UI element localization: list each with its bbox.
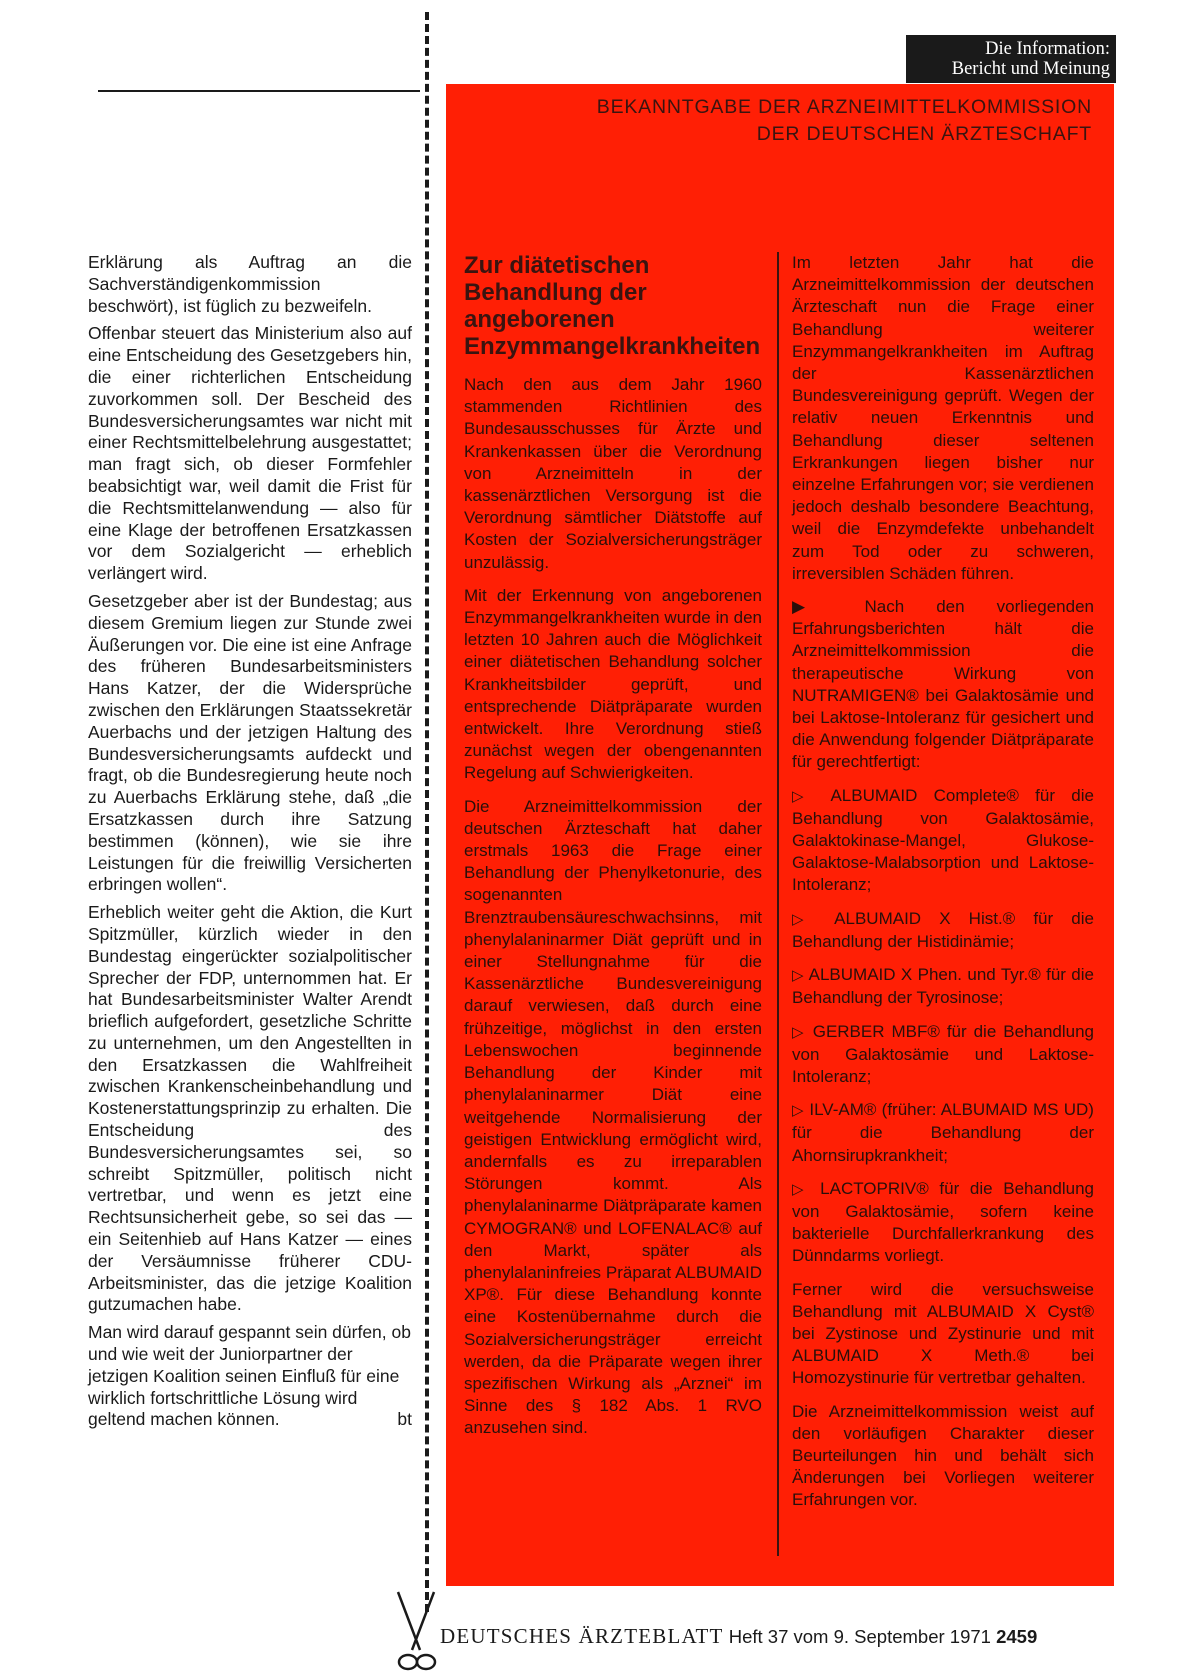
issue-info: Heft 37 vom 9. September 1971 <box>728 1626 991 1647</box>
preparation-item <box>792 785 1094 897</box>
announcement-paragraph: Mit der Erkennung von angeborenen Enzymmangelkrankheiten wurde in den letzten 10 Jahren auch die Möglichkeit einer diätetischen Behandlung solcher Krankheitsbilder geprüft, und entsprechende Diätpräparate wurden entwickelt. Ihre Verordnung stieß zunächst wegen der obengenannten Regelung auf Schwierigkeiten. <box>464 585 762 783</box>
announcement-header-line1: BEKANNTGABE DER ARZNEIMITTELKOMMISSION <box>596 96 1092 118</box>
left-paragraph: Gesetzgeber aber ist der Bundestag; aus diesem Gremium liegen zur Stunde zwei Äußerungen vor. Die eine ist eine Anfrage des früheren Bundesarbeitsministers Hans Katzer, der die Widersprüche zwischen den Erklärungen Staatssekretär Auerbachs und der jetzigen Haltung des Bundesversicherungsamts aufdeckt und fragt, ob die Bundesregierung heute noch zu Auerbachs Erklärung stehe, daß „die Ersatzkassen durch ihre Satzung bestimmen (können), wie sie ihre Leistungen für die freiwillig Versicherten erbringen wollen“. <box>88 590 412 895</box>
triangle-bullet-icon: ▷ <box>792 787 816 805</box>
column-divider <box>777 252 779 1556</box>
preparation-item-text: LACTOPRIV® für die Behandlung von Galaktosämie, sofern keine bakterielle Durchfallerkrankung des Dünndarms vorliegt. <box>792 1178 1094 1266</box>
left-paragraph: Erklärung als Auftrag an die Sachverständigenkommission beschwört), ist füglich zu bezweifeln. <box>88 252 412 316</box>
announcement-lead-text: Nach den vorliegenden Erfahrungsberichten hält die Arzneimittelkommission die therapeutische Wirkung von NUTRAMIGEN® bei Galaktosämie und bei Laktose-Intoleranz für gesichert und die Anwendung folgender Diätpräparate für gerechtfertigt: <box>792 597 1094 772</box>
preparation-item <box>792 964 1094 1009</box>
preparation-item-text: ALBUMAID Complete® für die Behandlung von Galaktosämie, Galaktokinase-Mangel, Glukose-Galaktose-Malabsorption und Laktose-Intoleranz; <box>792 785 1094 895</box>
announcement-column-2 <box>792 252 1094 1523</box>
announcement-box <box>446 84 1114 1586</box>
announcement-header <box>597 94 1092 148</box>
preparation-item <box>792 908 1094 953</box>
announcement-paragraph: Nach den aus dem Jahr 1960 stammenden Richtlinien des Bundesausschusses für Ärzte und Krankenkassen über die Verordnung von Arzneimitteln in der kassenärztlichen Versorgung ist die Verordnung sämtlicher Diätstoffe auf Kosten der Sozialversicherungsträger unzulässig. <box>464 375 762 572</box>
announcement-paragraph: Die Arzneimittelkommission weist auf den vorläufigen Charakter dieser Beurteilungen hin und behält sich Änderungen bei Vorliegen weiterer Erfahrungen vor. <box>792 1401 1094 1510</box>
triangle-bullet-icon: ▷ <box>792 1023 806 1041</box>
preparation-item <box>792 1021 1094 1089</box>
left-article-column <box>88 252 412 1437</box>
page-number: 2459 <box>996 1626 1038 1647</box>
scissors-icon <box>390 1588 442 1674</box>
section-badge-line2: Bericht und Meinung <box>951 59 1110 79</box>
left-paragraph-final <box>88 1322 412 1431</box>
triangle-bullet-icon: ▷ <box>792 1102 805 1120</box>
left-paragraph: Offenbar steuert das Ministerium also auf eine Entscheidung des Gesetzgebers hin, die einer richterlichen Entscheidung zuvorkommen soll. Der Bescheid des Bundesversicherungsamtes war nicht mit einer Rechtsmittelbelehrung ausgestattet; man fragt sich, ob dieser Formfehler beabsichtigt war, weil damit die Frist für die Rechtsmittelanwendung — also für eine Klage der betroffenen Ersatzkassen vor dem Sozialgericht — erheblich verlängert wird. <box>88 323 412 584</box>
magazine-name: DEUTSCHES ÄRZTEBLATT <box>440 1624 724 1648</box>
section-badge <box>906 35 1116 83</box>
left-paragraph: Erheblich weiter geht die Aktion, die Kurt Spitzmüller, kürzlich wieder in den Bundestag eingerückter sozialpolitischer Sprecher der FDP, unternommen hat. Er hat Bundesarbeitsminister Walter Arendt brieflich aufgefordert, gesetzliche Schritte zu unternehmen, um den Angestellten in den Ersatzkassen die Wahlfreiheit zwischen Krankenscheinbehandlung und Kostenerstattungsprinzip zu erhalten. Die Entscheidung des Bundesversicherungsamtes sei, so schreibt Spitzmüller, politisch nicht vertretbar, und wenn es jetzt eine Rechtsunsicherheit gebe, so sei das — ein Seitenhieb auf Hans Katzer — eines der Versäumnisse früherer CDU-Arbeitsminister, das die jetzige Koalition gutzumachen habe. <box>88 902 412 1315</box>
announcement-paragraph: Die Arzneimittelkommission der deutschen Ärzteschaft hat daher erstmals 1963 die Frage einer Behandlung der Phenylketonurie, des sogenannten Brenztraubensäureschwachsinns, mit phenylalaninarmer Diät geprüft und in einer Stellungnahme für die Kassenärztliche Bundesvereinigung darauf verwiesen, daß durch eine frühzeitige, möglichst in den ersten Lebenswochen beginnende Behandlung der Kinder mit phenylalaninarmer Diät eine weitgehende Normalisierung der geistigen Entwicklung ermöglicht wird, andernfalls es zu irreparablen Störungen kommt. Als phenylalaninarme Diätpräparate kamen CYMOGRAN® und LOFENALAC® auf den Markt, später als phenylalaninfreies Präparat ALBUMAID XP®. Für diese Behandlung konnte eine Kostenübernahme durch die Sozialversicherungsträger erreicht werden, da die Präparate wegen ihrer spezifischen Wirkung als „Arznei“ im Sinne des § 182 Abs. 1 RVO anzusehen sind. <box>464 796 762 1438</box>
announcement-column-1 <box>464 252 762 1451</box>
triangle-bullet-icon: ▷ <box>792 967 805 985</box>
preparation-item <box>792 1099 1094 1167</box>
announcement-intro: Im letzten Jahr hat die Arzneimittelkommission der deutschen Ärzteschaft nun die Frage einer Behandlung weiterer Enzymmangelkrankheiten im Auftrag der Kassenärztlichen Bundesvereinigung geprüft. Wegen der relativ neuen Erkenntnis und Behandlung dieser seltenen Erkrankungen liegen bisher nur einzelne Erfahrungen vor; sie verdienen jedoch deshalb besondere Beachtung, weil die Enzymdefekte unbehandelt zum Tod oder zu schweren, irreversiblen Schäden führen. <box>792 253 1094 583</box>
announcement-lead <box>792 596 1094 774</box>
preparation-item-text: GERBER MBF® für die Behandlung von Galaktosämie und Laktose-Intoleranz; <box>792 1021 1094 1086</box>
triangle-bullet-icon: ▷ <box>792 1180 810 1198</box>
announcement-header-line2: DER DEUTSCHEN ÄRZTESCHAFT <box>756 123 1092 145</box>
announcement-paragraph: Ferner wird die versuchsweise Behandlung mit ALBUMAID X Cyst® bei Zystinose und Zystinurie und mit ALBUMAID X Meth.® bei Homozystinurie für vertretbar gehalten. <box>792 1279 1094 1388</box>
top-rule <box>98 90 420 92</box>
triangle-bullet-icon: ▷ <box>792 910 817 928</box>
cut-line <box>425 12 429 1612</box>
section-badge-line1: Die Information: <box>985 39 1110 59</box>
page-footer <box>440 1624 1130 1649</box>
preparation-item-text: ALBUMAID X Phen. und Tyr.® für die Behandlung der Tyrosinose; <box>792 965 1094 1008</box>
preparation-item-text: ILV-AM® (früher: ALBUMAID MS UD) für die Behandlung der Ahornsirupkrankheit; <box>792 1100 1094 1165</box>
left-paragraph-text: Man wird darauf gespannt sein dürfen, ob und wie weit der Juniorpartner der jetzigen Koalition seinen Einfluß für eine wirklich fortschrittliche Lösung wird geltend machen können. <box>88 1322 411 1430</box>
preparation-item <box>792 1178 1094 1268</box>
arrow-marker-icon: ▶ <box>792 597 865 617</box>
author-signature: bt <box>397 1409 412 1430</box>
preparation-item-text: ALBUMAID X Hist.® für die Behandlung der Histidinämie; <box>792 908 1094 951</box>
announcement-heading: Zur diätetischen Behandlung der angeborenen Enzymmangelkrankheiten <box>464 252 761 360</box>
